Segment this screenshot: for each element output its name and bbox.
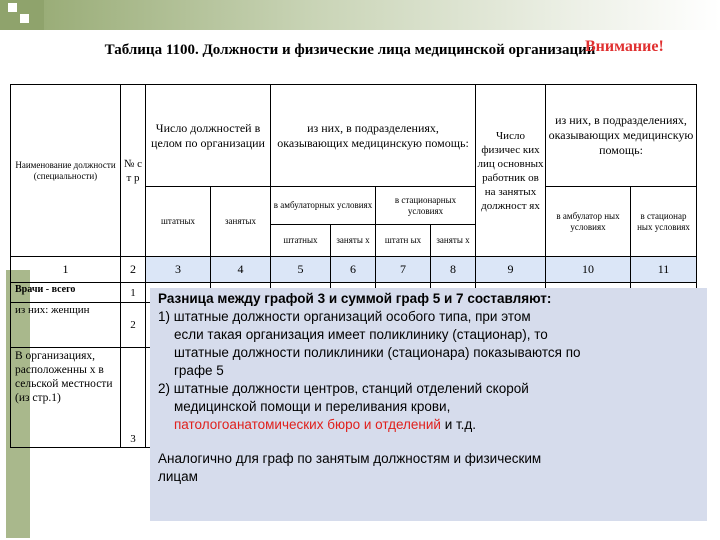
- note-footer: Аналогично для граф по занятым должностям и физическим: [158, 451, 542, 466]
- note-item2: 2) штатные должности центров, станций отделений скорой: [158, 381, 529, 396]
- attention-label: Внимание!: [585, 38, 664, 55]
- header-occupied-inpatient: заняты х: [431, 225, 476, 257]
- header-occupied-outpatient: заняты х: [331, 225, 376, 257]
- row-name: из них: женщин: [11, 303, 121, 348]
- slide-top-bar: [0, 0, 720, 30]
- header-inpatient-right: в стационар ных условиях: [631, 187, 697, 257]
- note-item2-highlight: патологоанатомических бюро и отделений: [174, 417, 441, 432]
- note-footer-line: лицам: [158, 469, 198, 484]
- col-number: 10: [546, 257, 631, 283]
- header-staff-outpatient: штатных: [271, 225, 331, 257]
- col-number: 2: [121, 257, 146, 283]
- note-item1-line: если такая организация имеет поликлинику (стационар), то: [174, 327, 548, 342]
- col-number: 6: [331, 257, 376, 283]
- header-staff: штатных: [146, 187, 211, 257]
- header-row-no: № с т р: [121, 85, 146, 257]
- note-item2-end: и т.д.: [440, 417, 477, 432]
- slide-corner-decoration: [0, 0, 44, 30]
- header-persons-count: Число физичес ких лиц основных работник ов на занятых должност ях: [476, 85, 546, 257]
- note-text: [158, 290, 703, 486]
- header-occupied: занятых: [211, 187, 271, 257]
- header-of-them-units-right: из них, в подразделениях, оказывающих медицинскую помощь:: [546, 85, 697, 187]
- col-number: 3: [146, 257, 211, 283]
- col-number: 1: [11, 257, 121, 283]
- header-outpatient-right: в амбулатор ных условиях: [546, 187, 631, 257]
- col-number: 7: [376, 257, 431, 283]
- row-name: В организациях, расположенны х в сельской местности (из стр.1): [11, 348, 121, 448]
- note-item1-line: графе 5: [174, 363, 224, 378]
- row-number: 2: [121, 303, 146, 348]
- col-number: 9: [476, 257, 546, 283]
- row-name: Врачи - всего: [11, 283, 121, 303]
- header-inpatient: в стационарных условиях: [376, 187, 476, 225]
- col-number: 8: [431, 257, 476, 283]
- header-outpatient: в амбулаторных условиях: [271, 187, 376, 225]
- col-number: 11: [631, 257, 697, 283]
- note-item1-line: штатные должности поликлиники (стационара) показываются по: [174, 345, 581, 360]
- slide-title: Таблица 1100. Должности и физические лица медицинской организации: [104, 42, 596, 58]
- note-item1: 1) штатные должности организаций особого типа, при этом: [158, 309, 531, 324]
- row-number: 3: [121, 348, 146, 448]
- header-staff-inpatient: штатн ых: [376, 225, 431, 257]
- note-item2-line: медицинской помощи и переливания крови,: [174, 399, 451, 414]
- header-of-them-units: из них, в подразделениях, оказывающих медицинскую помощь:: [271, 85, 476, 187]
- note-heading: Разница между графой 3 и суммой граф 5 и 7 составляют:: [158, 291, 552, 306]
- col-number: 5: [271, 257, 331, 283]
- col-number: 4: [211, 257, 271, 283]
- header-positions-total: Число должностей в целом по организации: [146, 85, 271, 187]
- row-number: 1: [121, 283, 146, 303]
- header-name: Наименование должности (специальности): [11, 85, 121, 257]
